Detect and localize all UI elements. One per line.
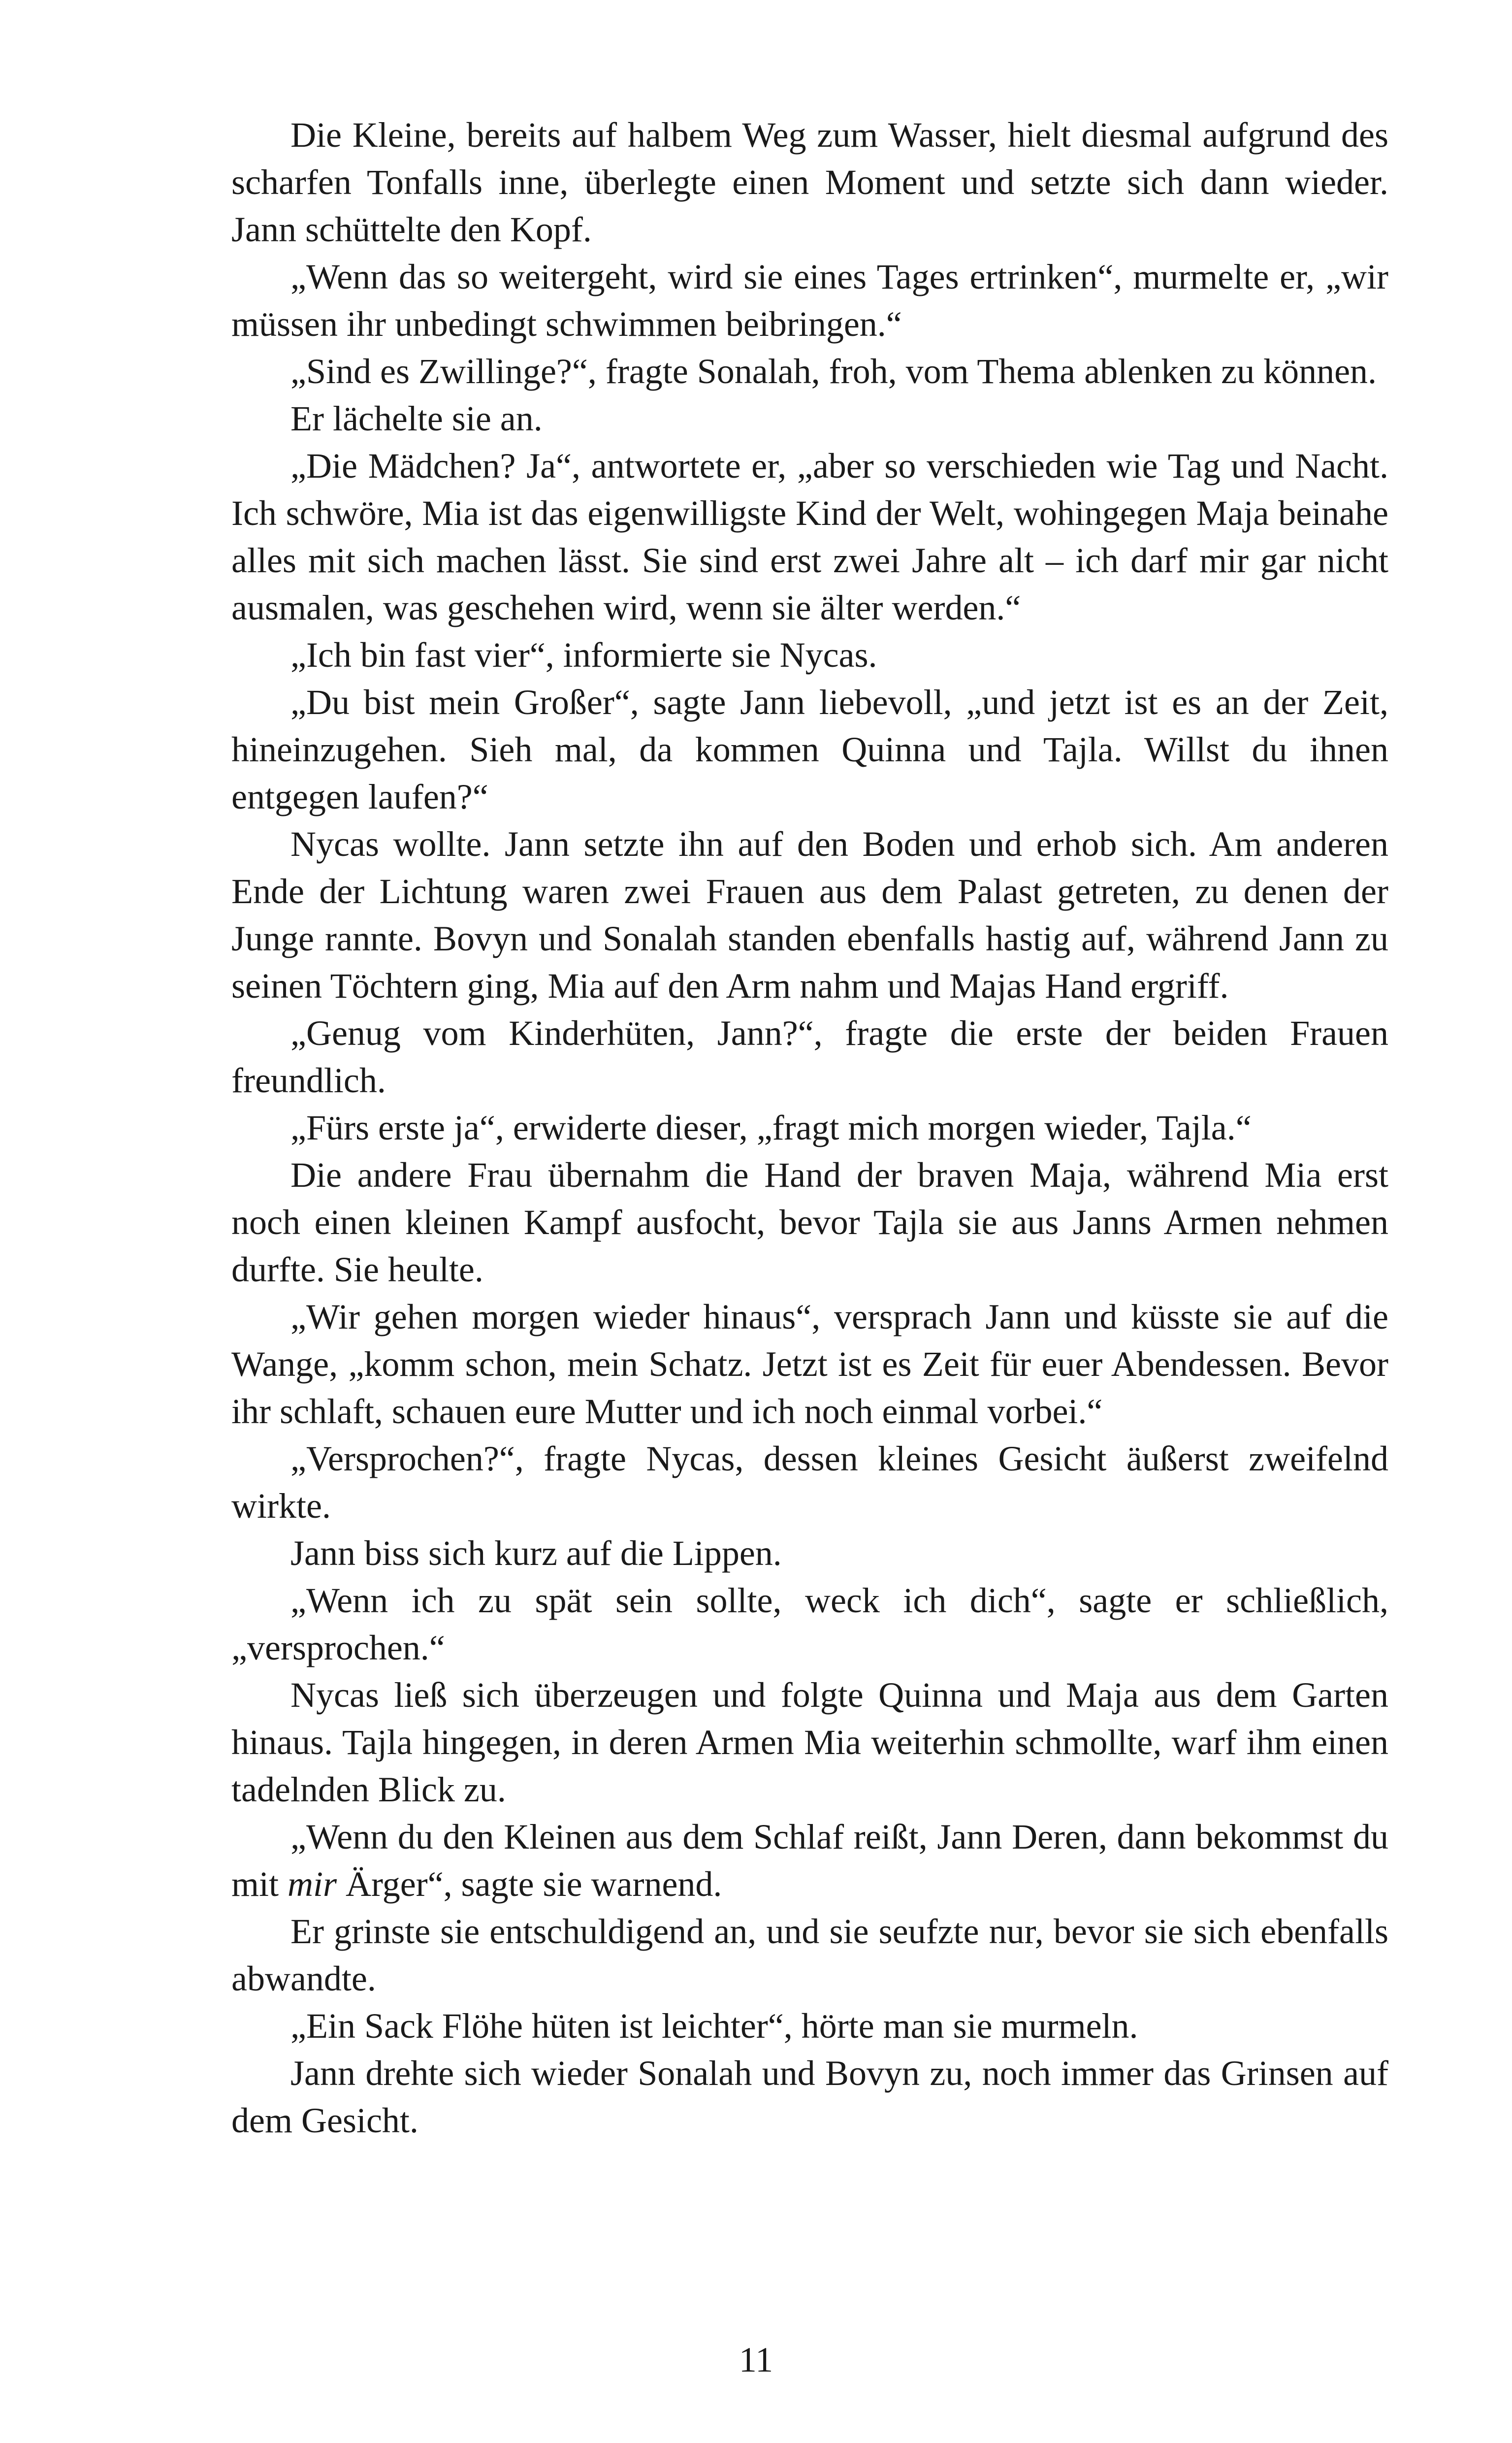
paragraph: „Die Mädchen? Ja“, antwortete er, „aber so verschieden wie Tag und Nacht. Ich schwöre, Mia ist das eigenwilligste Kind der Welt, wohingegen Maja beinahe alles mit sich machen lässt. Sie sind erst zwei Jahre alt – ich darf mir gar nicht ausmalen, was geschehen wird, wenn sie älter werden.“ [231,446,1388,627]
paragraph: „Wenn das so weitergeht, wird sie eines Tages ertrinken“, murmelte er, „wir müssen ihr unbedingt schwimmen beibringen.“ [231,257,1388,344]
paragraph: „Ein Sack Flöhe hüten ist leichter“, hörte man sie murmeln. [290,2006,1138,2046]
paragraph: Jann drehte sich wieder Sonalah und Bovyn zu, noch immer das Grinsen auf dem Gesicht. [231,2053,1388,2140]
paragraph: Nycas wollte. Jann setzte ihn auf den Boden und erhob sich. Am anderen Ende der Lichtung waren zwei Frauen aus dem Palast getreten, zu denen der Junge rannte. Bovyn und Sonalah standen ebenfalls hastig auf, während Jann zu seinen Töchtern ging, Mia auf den Arm nahm und Majas Hand ergriff. [231,824,1388,1006]
paragraph: Jann biss sich kurz auf die Lippen. [290,1533,782,1573]
paragraph: Die andere Frau übernahm die Hand der braven Maja, während Mia erst noch einen kleinen Kampf ausfocht, bevor Tajla sie aus Janns Armen nehmen durfte. Sie heulte. [231,1155,1388,1289]
paragraph-with-emphasis [231,1813,1388,1908]
paragraph: Die Kleine, bereits auf halbem Weg zum Wasser, hielt diesmal aufgrund des scharfen Tonfalls inne, überlegte einen Moment und setzte sich dann wieder. Jann schüttelte den Kopf. [231,115,1388,249]
paragraph: Er lächelte sie an. [290,399,543,438]
paragraph: Nycas ließ sich überzeugen und folgte Quinna und Maja aus dem Garten hinaus. Tajla hingegen, in deren Armen Mia weiterhin schmollte, warf ihm einen tadelnden Blick zu. [231,1675,1388,1809]
paragraph: „Du bist mein Großer“, sagte Jann liebevoll, „und jetzt ist es an der Zeit, hineinzugehen. Sieh mal, da kommen Quinna und Tajla. Willst du ihnen entgegen laufen?“ [231,683,1388,816]
emphasized-word: mir [288,1864,337,1904]
body-text [231,111,1388,2144]
page-number: 11 [739,2340,773,2379]
paragraph: „Fürs erste ja“, erwiderte dieser, „fragt mich morgen wieder, Tajla.“ [290,1108,1252,1147]
paragraph: „Sind es Zwillinge?“, fragte Sonalah, froh, vom Thema ablenken zu können. [290,352,1377,391]
paragraph-text-after-emphasis: Ärger“, sagte sie warnend. [337,1864,722,1904]
paragraph: „Ich bin fast vier“, informierte sie Nycas. [290,635,877,675]
paragraph: „Genug vom Kinderhüten, Jann?“, fragte die erste der beiden Frauen freundlich. [231,1013,1388,1100]
paragraph: „Versprochen?“, fragte Nycas, dessen kleines Gesicht äußerst zweifelnd wirkte. [231,1439,1388,1526]
paragraph: „Wenn ich zu spät sein sollte, weck ich dich“, sagte er schließlich, „versprochen.“ [231,1581,1388,1667]
paragraph-text-before-emphasis: „Wenn du den Kleinen aus dem Schlaf reißt, Jann Deren, dann bekommst du mit [231,1817,1388,1904]
paragraph: „Wir gehen morgen wieder hinaus“, versprach Jann und küsste sie auf die Wange, „komm schon, mein Schatz. Jetzt ist es Zeit für euer Abendessen. Bevor ihr schlaft, schauen eure Mutter und ich noch einmal vorbei.“ [231,1297,1388,1431]
paragraph: Er grinste sie entschuldigend an, und sie seufzte nur, bevor sie sich ebenfalls abwandte. [231,1912,1388,1998]
